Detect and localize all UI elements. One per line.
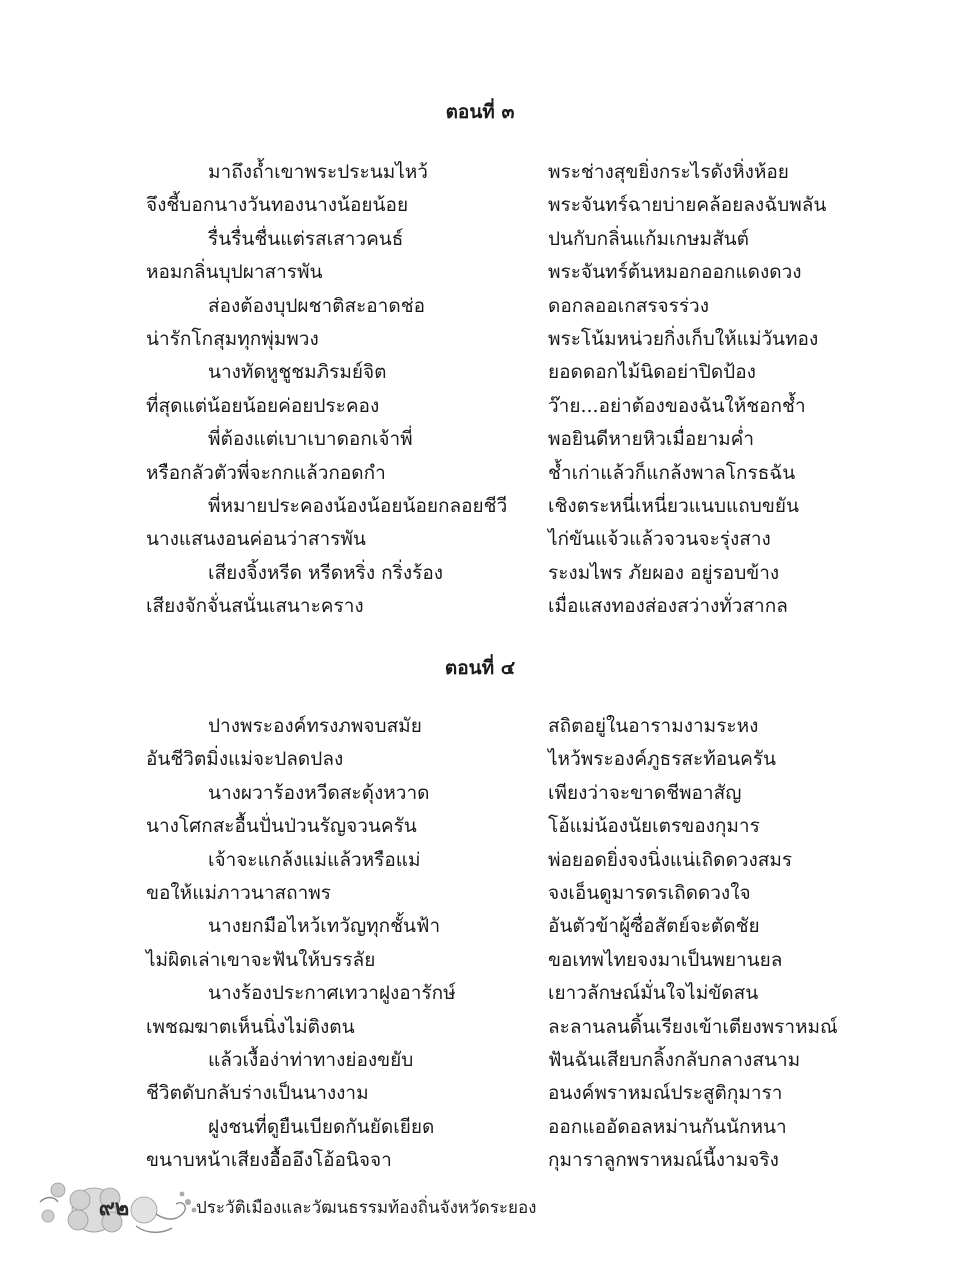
verse-line-right: พระโน้มหน่วยกิ่งเก็บให้แม่วันทอง	[548, 328, 819, 350]
verse-line-left: เสียงจิ้งหรีด หรีดหริ่ง กริ่งร้อง	[208, 561, 444, 584]
verse-line-left: นางโศกสะอื้นปั่นป่วนรัญจวนครัน	[146, 815, 417, 838]
verse-line-right: พอยินดีหายหิวเมื่อยามค่ำ	[548, 428, 755, 451]
verse-line-left: ขนาบหน้าเสียงอื้ออึงโอ้อนิจจา	[146, 1149, 392, 1172]
verse-line-right: ดอกลออเกสรจรร่วง	[548, 294, 710, 317]
verse-line-right: ปนกับกลิ่นแก้มเกษมสันต์	[548, 227, 749, 250]
verse-line-left: เสียงจักจั่นสนั่นเสนาะคราง	[146, 595, 364, 618]
verse-line-right: ช้ำเก่าแล้วก็แกล้งพาลโกรธฉัน	[548, 461, 796, 484]
verse-line-right: เมื่อแสงทองส่องสว่างทั่วสากล	[548, 595, 788, 618]
verse-line-left: รื่นรื่นชื่นแต่รสเสาวคนธ์	[208, 227, 404, 250]
verse-line-right: ขอเทพไทยจงมาเป็นพยานยล	[548, 948, 783, 971]
verse-line-right: ไก่ขันแจ้วแล้วจวนจะรุ่งสาง	[548, 528, 771, 551]
verse-line-left: นางทัดหูชูชมภิรมย์จิต	[208, 361, 387, 384]
verse-line-left: เพชฌฆาตเห็นนิ่งไม่ติงตน	[146, 1015, 355, 1038]
verse-line-left: นางยกมือไหว้เทวัญทุกชั้นฟ้า	[208, 915, 441, 938]
verse-line-left: นางผวาร้องหวีดสะดุ้งหวาด	[208, 781, 430, 804]
verse-line-right: สถิตอยู่ในอารามงามระหง	[548, 715, 759, 737]
verse-line-left: ไม่ผิดเล่าเขาจะฟันให้บรรลัย	[146, 948, 376, 971]
section-title: ตอนที่ ๓	[445, 101, 515, 123]
verse-line-right: โอ้แม่น้องนัยเตรของกุมาร	[548, 815, 760, 838]
verse-line-left: มาถึงถ้ำเขาพระประนมไหว้	[208, 161, 428, 183]
verse-line-left: เจ้าจะแกล้งแม่แล้วหรือแม่	[208, 848, 421, 871]
page-number: ๙๒	[98, 1195, 130, 1221]
verse-line-right: เพียงว่าจะขาดชีพอาสัญ	[548, 781, 742, 804]
verse-line-right: พระจันทร์ฉายบ่ายคล้อยลงฉับพลัน	[548, 194, 827, 217]
verse-line-left: ฝูงชนที่ดูยืนเบียดกันยัดเยียด	[208, 1115, 435, 1138]
page-footer	[0, 1180, 960, 1240]
verse-line-left: นางร้องประกาศเทวาฝูงอารักษ์	[208, 982, 456, 1005]
verse-line-right: อันตัวข้าผู้ซื่อสัตย์จะตัดชัย	[548, 915, 760, 938]
verse-line-right: ยอดดอกไม้นิดอย่าปิดป้อง	[548, 361, 756, 384]
verse-line-right: กุมาราลูกพราหมณ์นี้งามจริง	[548, 1149, 779, 1172]
verse-line-right: ออกแออัดอลหม่านกันนักหนา	[548, 1115, 787, 1138]
verse-line-right: อนงค์พราหมณ์ประสูติกุมารา	[548, 1082, 783, 1105]
verse-line-left: ชีวิตดับกลับร่างเป็นนางงาม	[146, 1082, 369, 1105]
verse-line-left: นางแสนงอนค่อนว่าสารพัน	[146, 528, 366, 551]
verse-line-right: ไหว้พระองค์ภูธรสะท้อนครัน	[548, 748, 777, 771]
verse-line-right: จงเอ็นดูมารดรเถิดดวงใจ	[548, 882, 751, 904]
verse-line-right: พระช่างสุขยิ่งกระไรดังหิ่งห้อย	[548, 161, 789, 183]
book-title: ประวัติเมืองและวัฒนธรรมท้องถิ่นจังหวัดระยอง	[196, 1198, 537, 1218]
verse-line-right: ระงมไพร ภัยผอง อยู่รอบข้าง	[548, 561, 780, 584]
verse-line-left: พี่ต้องแต่เบาเบาดอกเจ้าพี่	[208, 428, 413, 451]
verse-line-right: ว๊าย...อย่าต้องของฉันให้ชอกช้ำ	[548, 394, 806, 417]
verse-line-right: พ่อยอดยิ่งจงนิ่งแน่เถิดดวงสมร	[548, 848, 793, 871]
verse-line-left: หอมกลิ่นบุปผาสารพัน	[146, 261, 323, 284]
verse-line-left: ปางพระองค์ทรงภพจบสมัย	[208, 715, 422, 737]
verse-line-left: ที่สุดแต่น้อยน้อยค่อยประคอง	[146, 394, 380, 417]
verse-line-right: พระจันทร์ต้นหมอกออกแดงดวง	[548, 261, 802, 284]
section-title: ตอนที่ ๔	[444, 657, 516, 679]
verse-line-left: ขอให้แม่ภาวนาสถาพร	[146, 882, 331, 904]
verse-line-right: เชิงตระหนี่เหนี่ยวแนบแถบขยัน	[548, 495, 799, 517]
verse-line-left: แล้วเงื้อง่าท่าทางย่องขยับ	[208, 1049, 414, 1071]
verse-line-left: จึงชี้บอกนางวันทองนางน้อยน้อย	[146, 194, 409, 217]
verse-line-left: พี่หมายประคองน้องน้อยน้อยกลอยชีวี	[208, 495, 508, 517]
verse-line-left: อันชีวิตมิ่งแม่จะปลดปลง	[146, 748, 344, 771]
verse-line-left: น่ารักโกสุมทุกพุ่มพวง	[146, 328, 319, 350]
verse-line-left: หรือกลัวตัวพี่จะกกแล้วกอดกำ	[146, 461, 386, 484]
verse-line-right: ฟันฉันเสียบกลิ้งกลับกลางสนาม	[548, 1049, 801, 1071]
verse-line-left: ส่องต้องบุปผชาติสะอาดช่อ	[208, 294, 425, 317]
verse-line-right: ละลานลนดิ้นเรียงเข้าเตียงพราหมณ์	[548, 1015, 838, 1038]
verse-line-right: เยาวลักษณ์มั่นใจไม่ขัดสน	[548, 982, 759, 1005]
